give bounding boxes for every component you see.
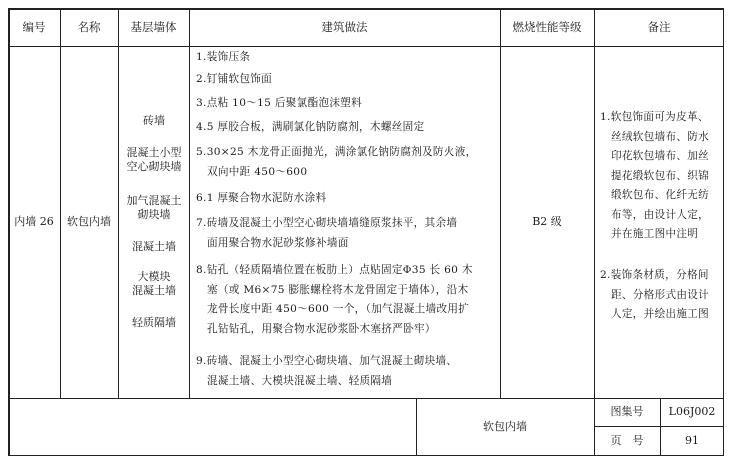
step-item: 1.装饰压条 — [196, 51, 251, 63]
row-name: 软包内墙 — [67, 215, 111, 228]
construction-spec-table — [8, 8, 724, 456]
base-wall-item: 混凝土小型 空心砌块墙 — [126, 146, 182, 173]
base-wall-item: 轻质隔墙 — [132, 316, 176, 329]
base-wall-item: 加气混凝土 砌块墙 — [126, 194, 182, 221]
base-wall-list — [123, 48, 185, 403]
row-code: 内墙 26 — [14, 215, 54, 228]
header-base-wall: 基层墙体 — [130, 20, 177, 34]
base-wall-item: 砖墙 — [143, 114, 165, 127]
base-wall-item: 大模块 混凝土墙 — [132, 270, 176, 297]
header-fire-grade: 燃烧性能等级 — [512, 20, 582, 34]
page-number-label: 页 号 — [610, 434, 644, 447]
atlas-number-label: 图集号 — [610, 405, 644, 418]
step-item: 7.砖墙及混凝土小型空心砌块墙墙缝原浆抹平，其余墙 面用聚合物水泥砂浆修补墙面 — [196, 217, 458, 249]
base-wall-item: 混凝土墙 — [132, 240, 176, 253]
remark-item: 2.装饰条材质，分格间 距、分格形式由设计 人定，并绘出施工图 — [600, 269, 710, 320]
step-item: 2.钉铺软包饰面 — [196, 73, 273, 85]
footer-title: 软包内墙 — [483, 420, 527, 433]
remarks-list — [600, 48, 724, 403]
header-code: 编号 — [22, 20, 46, 34]
step-item: 6.1 厚聚合物水泥防水涂料 — [196, 192, 327, 204]
step-item: 3.点粘 10～15 后聚氯酯泡沫塑料 — [196, 97, 363, 109]
step-item: 5.30×25 木龙骨正面抛光，满涂氯化钠防腐剂及防火液， 双向中距 450～600 — [196, 146, 477, 178]
header-name: 名称 — [77, 20, 101, 34]
step-item: 9.砖墙、混凝土小型空心砌块墙、加气混凝土砌块墙、 混凝土墙、大模块混凝土墙、轻质隔墙 — [196, 355, 458, 387]
step-item: 8.钻孔（轻质隔墙位置在板肋上）点贴固定Φ35 长 60 木 塞（或 M6×75 膨胀螺栓将木龙骨固定于墙体），沿木 龙骨长度中距 450～600 一个，（加气混凝土墙改用扩 孔钻钻孔，用聚合物水泥砂浆卧木塞挤严卧牢） — [196, 264, 473, 335]
remark-item: 1.软包饰面可为皮革、 丝绒软包墙布、防水 印花软包墙布、加丝 提花缎软包布、织锦 缎软包布、化纤无纺 布等，由设计人定， 并在施工图中注明 — [600, 111, 710, 240]
step-item: 4.5 厚胶合板，满刷氯化钠防腐剂，木螺丝固定 — [196, 121, 425, 133]
construction-steps — [196, 48, 506, 403]
header-remarks: 备注 — [647, 20, 671, 34]
header-construction: 建筑做法 — [321, 20, 368, 34]
page-number-value: 91 — [685, 434, 699, 447]
row-fire-grade: B2 级 — [532, 215, 562, 228]
atlas-number-value: L06J002 — [668, 405, 716, 418]
